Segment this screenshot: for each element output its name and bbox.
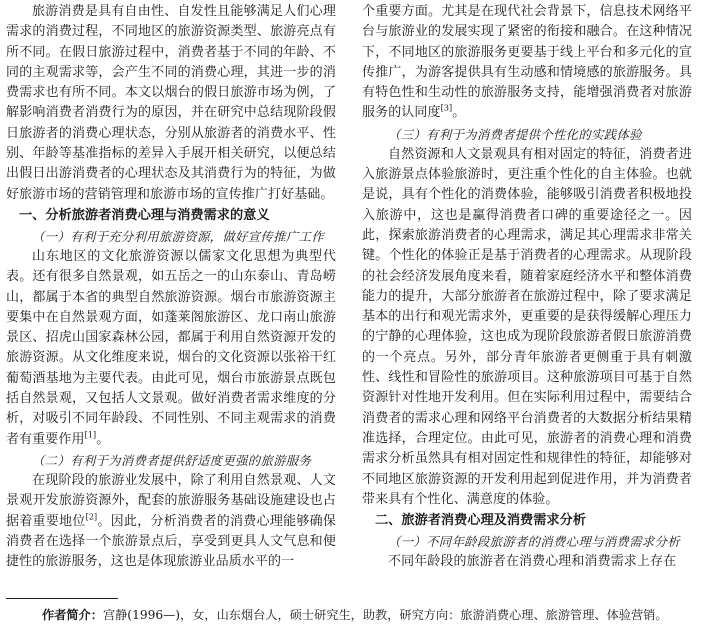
carry-over-paragraph xyxy=(362,2,692,124)
subsection-3-paragraph: 自然资源和人文景观具有相对固定的特征，消费者进入旅游景点体验旅游时，更注重个性化的自主体验。也就是说，具有个性化的消费体验，能够吸引消费者积极地投入旅游中，这也是赢得消费者口碑的重要途径之一。因此，探索旅游消费者的心理需求，满足其心理需求非常关键。个性化的体验正是基于消费者的心理需求。从现阶段的社会经济发展角度来看，随着家庭经济水平和整体消费能力的提升，大部分旅游者在旅游过程中，除了要求满足基本的出行和观光需求外，更重要的是获得缓解心理压力的宁静的心理体验，这也成为现阶段旅游者假日旅游消费的一个亮点。另外，部分青年旅游者更侧重于具有刺激性、线性和冒险性的旅游项目。这种旅游项目可基于自然资源针对性地开发利用。但在实际利用过程中，需要结合消费者的需求心理和网络平台消费者的大数据分析结果精准选择，合理定位。由此可见，旅游者的消费心理和消费需求分析虽然具有相对固定性和规律性的特征，却能够对不同地区旅游资源的开发利用起到促进作用，并为消费者带来具有个性化、满意度的体验。 xyxy=(362,146,692,507)
subsection-2-1-heading: （一）不同年龄段旅游者的消费心理与消费需求分析 xyxy=(388,534,680,550)
footnote-label: 作者简介： xyxy=(42,608,103,622)
footnote-text: 宫静(1996—)，女，山东烟台人，硕士研究生，助教，研究方向：旅游消费心理、旅游管理、体验营销。 xyxy=(102,608,668,622)
citation-3: [3] xyxy=(440,104,453,114)
carry-over-text: 个重要方面。尤其是在现代社会背景下，信息技术网络平台与旅游业的发展实现了紧密的衔接和融合。在这种情况下，不同地区的旅游服务更要基于线上平台和多元化的宣传推广，为游客提供具有生动感和情境感的旅游服务。具有特色性和生动性的旅游服务支持，能增强消费者对旅游服务的认同度 xyxy=(362,4,692,121)
subsection-2-paragraph xyxy=(6,471,336,572)
footnote-divider xyxy=(6,598,118,599)
section-1-heading: 一、分析旅游者消费心理与消费需求的意义 xyxy=(19,207,270,223)
subsection-1-heading: （一）有利于充分利用旅游资源，做好宣传推广工作 xyxy=(32,228,324,244)
subsection-2-heading: （二）有利于为消费者提供舒适度更强的旅游服务 xyxy=(32,452,312,468)
subsection-2-text: 在现阶段的旅游业发展中，除了利用自然景观、人文景观开发旅游资源外，配套的旅游服务基础设施建设也占据着重要地位 xyxy=(6,472,336,529)
left-column xyxy=(6,2,336,572)
subsection-2-1-paragraph: 不同年龄段的旅游者在消费心理和消费需求上存在 xyxy=(388,554,677,570)
subsection-1-end: 。 xyxy=(96,431,110,447)
section-2-heading: 二、旅游者消费心理及消费需求分析 xyxy=(375,513,586,529)
citation-1: [1] xyxy=(84,430,97,440)
subsection-3-heading: （三）有利于为消费者提供个性化的实践体验 xyxy=(388,126,642,142)
citation-2: [2] xyxy=(85,512,98,522)
right-column xyxy=(362,2,692,572)
subsection-1-text: 山东地区的文化旅游资源以儒家文化思想为典型代表。还有很多自然景观，如五岳之一的山东泰山、青岛崂山，都属于本省的典型自然旅游资源。烟台市旅游资源主要集中在自然景观方面，如蓬莱阁旅游区、龙口南山旅游景区、招虎山国家森林公园，都属于利用自然资源开发的旅游资源。从文化维度来说，烟台的文化资源以张裕干红葡萄酒基地为主要代表。由此可见，烟台市旅游景点既包括自然景观，又包括人文景观。做好消费者需求维度的分析，对吸引不同年龄段、不同性别、不同主观需求的消费者有重要作用 xyxy=(6,248,336,447)
subsection-2-cont: 。因此，分析消费者的消费心理能够确保消费者在选择一个旅游景点后，享受到更具人文气息和便捷性的旅游服务，这也是体现旅游业品质水平的一 xyxy=(6,513,336,570)
intro-paragraph: 旅游消费是具有自由性、自发性且能够满足人们心理需求的消费过程，不同地区的旅游资源类型、旅游亮点有所不同。在假日旅游过程中，消费者基于不同的年龄、不同的主观需求等，会产生不同的消费心理，其进一步的消费需求也有所不同。本文以烟台的假日旅游市场为例，了解影响消费者消费行为的原因，并在研究中总结现阶段假日旅游者的消费心理状态，分别从旅游者的消费水平、性别、年龄等基准指标的差异入手展开相关研究，以便总结出假日出游消费者的心理状态及其消费行为的特征，为做好旅游市场的营销管理和旅游市场的宣传推广打好基础。 xyxy=(6,4,336,202)
carry-over-end: 。 xyxy=(452,105,466,121)
author-footnote xyxy=(42,606,668,624)
subsection-1-paragraph xyxy=(6,247,336,450)
